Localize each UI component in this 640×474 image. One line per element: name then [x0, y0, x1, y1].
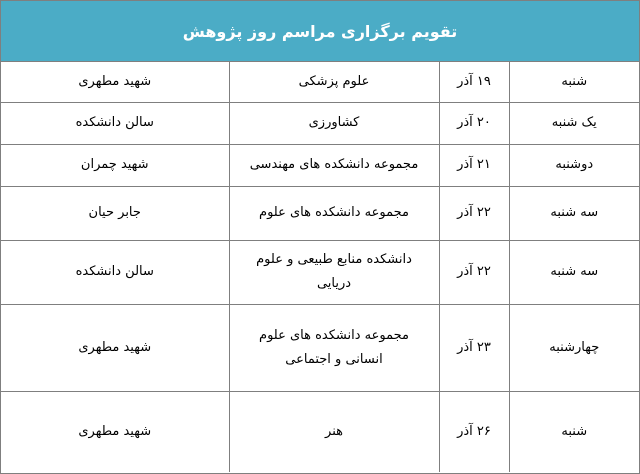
table-row — [1, 144, 639, 186]
day-cell: شنبه — [509, 391, 639, 472]
venue-cell: جابر حیان — [1, 186, 229, 240]
day-cell: دوشنبه — [509, 144, 639, 186]
event-cell: کشاورزی — [229, 102, 439, 144]
table-row — [1, 62, 639, 102]
schedule-table — [1, 62, 639, 472]
event-cell: علوم پزشکی — [229, 62, 439, 102]
date-cell: ۲۳ آذر — [439, 304, 509, 391]
date-cell: ۲۱ آذر — [439, 144, 509, 186]
day-cell: یک شنبه — [509, 102, 639, 144]
table-row — [1, 186, 639, 240]
date-cell: ۱۹ آذر — [439, 62, 509, 102]
event-cell: مجموعه دانشکده های علوم — [229, 186, 439, 240]
event-cell: دانشکده منابع طبیعی و علوم دریایی — [229, 240, 439, 304]
date-cell: ۲۲ آذر — [439, 186, 509, 240]
day-cell: سه شنبه — [509, 186, 639, 240]
table-row — [1, 240, 639, 304]
date-cell: ۲۰ آذر — [439, 102, 509, 144]
venue-cell: سالن دانشکده — [1, 102, 229, 144]
table-row — [1, 102, 639, 144]
table-row — [1, 304, 639, 391]
venue-cell: سالن دانشکده — [1, 240, 229, 304]
event-cell: هنر — [229, 391, 439, 472]
event-cell: مجموعه دانشکده های علوم انسانی و اجتماعی — [229, 304, 439, 391]
venue-cell: شهید مطهری — [1, 304, 229, 391]
day-cell: سه شنبه — [509, 240, 639, 304]
day-cell: چهارشنبه — [509, 304, 639, 391]
venue-cell: شهید مطهری — [1, 62, 229, 102]
event-cell: مجموعه دانشکده های مهندسی — [229, 144, 439, 186]
venue-cell: شهید مطهری — [1, 391, 229, 472]
date-cell: ۲۶ آذر — [439, 391, 509, 472]
day-cell: شنبه — [509, 62, 639, 102]
table-row — [1, 391, 639, 472]
venue-cell: شهید چمران — [1, 144, 229, 186]
schedule-title: تقویم برگزاری مراسم روز پژوهش — [1, 1, 639, 62]
date-cell: ۲۲ آذر — [439, 240, 509, 304]
